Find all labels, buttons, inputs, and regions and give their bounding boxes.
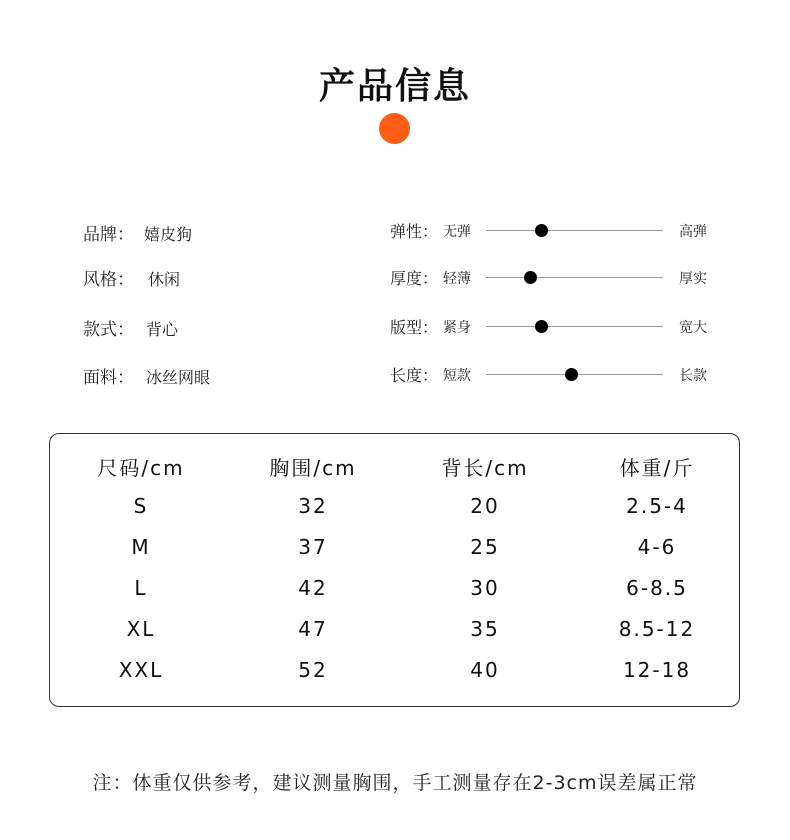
table-cell: XXL	[118, 658, 164, 682]
attr-key: 风格：	[83, 270, 134, 290]
slider-track	[486, 277, 663, 278]
table-header: 体重/斤	[619, 456, 695, 480]
slider-label: 版型：	[390, 318, 439, 337]
slider-track	[486, 326, 663, 327]
slider-label: 厚度：	[390, 269, 439, 288]
table-cell: S	[133, 494, 149, 518]
table-cell: 30	[470, 576, 500, 600]
slider-knob	[565, 368, 578, 381]
slider-fit	[390, 315, 720, 341]
table-cell: 12-18	[622, 658, 692, 682]
slider-max-label: 高弹	[679, 224, 707, 240]
slider-label: 长度：	[390, 366, 439, 385]
attr-value: 休闲	[148, 270, 181, 289]
attr-value: 嬉皮狗	[144, 225, 193, 244]
slider-min-label: 轻薄	[443, 271, 471, 287]
slider-knob	[535, 224, 548, 237]
attr-fabric	[83, 363, 210, 389]
slider-label: 弹性：	[390, 222, 439, 241]
table-cell: 4-6	[637, 535, 677, 559]
table-cell: 25	[470, 535, 500, 559]
attr-value: 冰丝网眼	[146, 368, 211, 387]
table-cell: 2.5-4	[626, 494, 688, 518]
attr-type	[83, 315, 178, 341]
slider-thickness	[390, 266, 720, 292]
attr-brand	[83, 220, 192, 246]
attr-style	[83, 265, 180, 291]
slider-knob	[524, 271, 537, 284]
table-cell: L	[134, 576, 148, 600]
table-cell: 37	[298, 535, 328, 559]
table-cell: 52	[298, 658, 328, 682]
table-cell: M	[131, 535, 151, 559]
table-cell: 42	[298, 576, 328, 600]
table-header: 背长/cm	[441, 456, 529, 480]
table-cell: 20	[470, 494, 500, 518]
slider-min-label: 紧身	[443, 320, 471, 336]
slider-length	[390, 363, 720, 389]
table-cell: 6-8.5	[626, 576, 688, 600]
attr-value: 背心	[146, 320, 179, 339]
slider-min-label: 无弹	[443, 224, 471, 240]
slider-max-label: 宽大	[679, 320, 707, 336]
table-header: 胸围/cm	[269, 456, 357, 480]
table-cell: 40	[470, 658, 500, 682]
page-title: 产品信息	[318, 66, 471, 107]
attr-key: 面料：	[83, 368, 134, 388]
accent-dot	[379, 113, 410, 144]
slider-max-label: 厚实	[679, 271, 707, 287]
slider-elasticity	[390, 219, 720, 245]
table-cell: XL	[126, 617, 156, 641]
footnote: 注：体重仅供参考，建议测量胸围，手工测量存在2-3cm误差属正常	[92, 772, 698, 794]
slider-track	[486, 230, 663, 231]
attr-key: 品牌：	[83, 225, 134, 245]
size-table	[49, 433, 740, 707]
table-cell: 32	[298, 494, 328, 518]
table-cell: 47	[298, 617, 328, 641]
table-cell: 8.5-12	[618, 617, 696, 641]
table-cell: 35	[470, 617, 500, 641]
slider-max-label: 长款	[679, 368, 707, 384]
table-header: 尺码/cm	[97, 456, 185, 480]
slider-knob	[535, 320, 548, 333]
attr-key: 款式：	[83, 320, 134, 340]
slider-min-label: 短款	[443, 368, 471, 384]
